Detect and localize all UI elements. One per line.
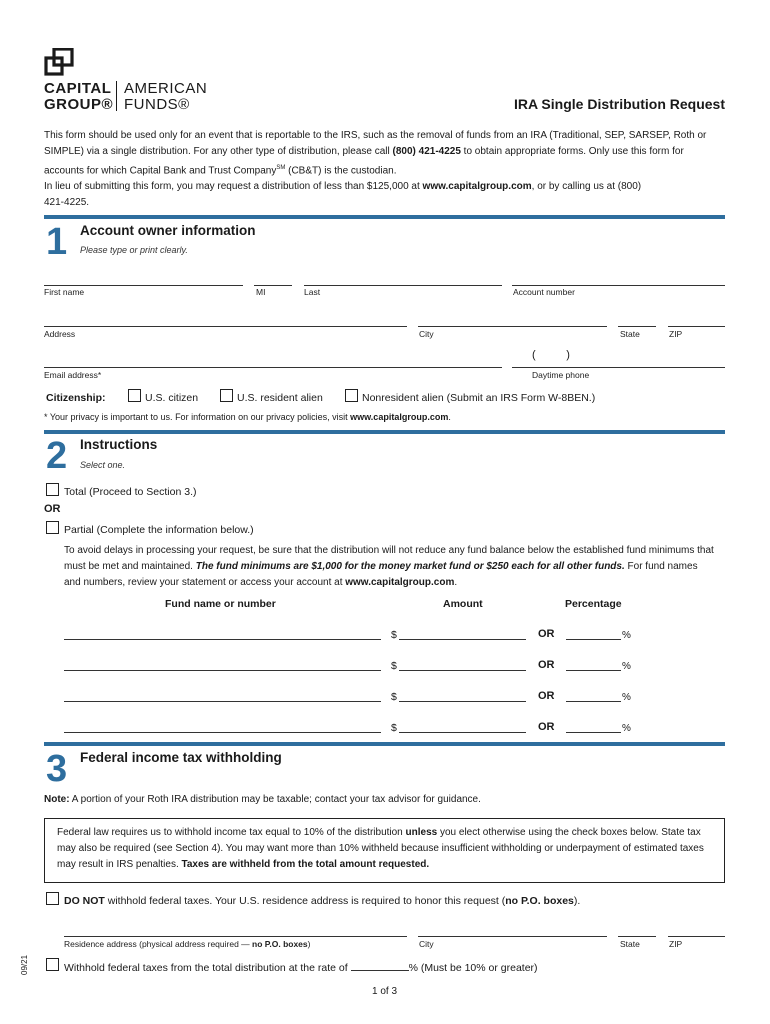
first-name-label: First name bbox=[44, 287, 85, 297]
col-amount-header: Amount bbox=[443, 598, 483, 610]
withhold-rate-checkbox[interactable] bbox=[46, 958, 59, 971]
zip-label: ZIP bbox=[669, 329, 683, 339]
box-unless: unless bbox=[405, 827, 438, 838]
percentage-field[interactable] bbox=[566, 639, 621, 640]
do-not-withhold-label bbox=[64, 895, 580, 907]
logo bbox=[44, 48, 214, 114]
note-label: Note: bbox=[44, 794, 70, 805]
section-3-title: Federal income tax withholding bbox=[80, 750, 282, 765]
fund-name-field[interactable] bbox=[64, 639, 381, 640]
withhold-rate-field[interactable] bbox=[351, 961, 409, 971]
fund-name-field[interactable] bbox=[64, 732, 381, 733]
service-mark: SM bbox=[276, 165, 286, 171]
res-text: ) bbox=[307, 939, 311, 949]
logo-group: GROUP® bbox=[44, 96, 114, 113]
intro-text: to obtain appropriate forms. Only use this form for accounts for which Capital Bank and Trust Company bbox=[44, 146, 684, 177]
or-label: OR bbox=[44, 503, 61, 515]
mi-label: MI bbox=[256, 287, 266, 297]
section-2-subtitle: Select one. bbox=[80, 460, 126, 470]
privacy-text: * Your privacy is important to us. For information on our privacy policies, visit bbox=[44, 412, 351, 422]
total-label: Total (Proceed to Section 3.) bbox=[64, 486, 197, 498]
section-1-bar bbox=[44, 215, 725, 219]
form-version-code: 09/21 bbox=[20, 954, 29, 975]
citizenship-label: Citizenship: bbox=[46, 392, 106, 404]
section-1-number: 1 bbox=[46, 221, 68, 263]
address-field[interactable] bbox=[44, 326, 407, 327]
fund-row bbox=[0, 659, 770, 673]
address-label: Address bbox=[44, 329, 76, 339]
fund-row bbox=[0, 690, 770, 704]
logo-funds: FUNDS® bbox=[124, 96, 190, 113]
do-not-po: no P.O. boxes bbox=[505, 895, 574, 907]
phone-area-code-parens: ( ) bbox=[532, 349, 570, 361]
intro-text: This form should be used only for an event that is reportable to the IRS, such as the removal of funds from an IRA (Traditional, SEP, SARSEP, Roth or SIMPLE) via a single distribution. For any other type of distribution, please call bbox=[44, 130, 707, 157]
us-resident-alien-label: U.S. resident alien bbox=[237, 392, 323, 404]
total-checkbox[interactable] bbox=[46, 483, 59, 496]
state-field[interactable] bbox=[618, 326, 656, 327]
privacy-note bbox=[44, 412, 451, 422]
note-text: To avoid delays in processing your request, be sure that the distribution will not reduce any fund balance below the established fund minimums that must be met and maintained. bbox=[64, 545, 714, 572]
percentage-field[interactable] bbox=[566, 732, 621, 733]
residence-zip-label: ZIP bbox=[669, 939, 683, 949]
withhold-text: % (Must be 10% or greater) bbox=[408, 962, 538, 974]
amount-field[interactable] bbox=[399, 670, 526, 671]
intro-text: , or by calling us at (800) 421-4225. bbox=[44, 181, 642, 208]
daytime-phone-field[interactable] bbox=[512, 367, 725, 368]
fund-name-field[interactable] bbox=[64, 670, 381, 671]
note-text: . bbox=[454, 577, 458, 588]
col-fund-header: Fund name or number bbox=[165, 598, 276, 610]
fund-row bbox=[0, 721, 770, 735]
residence-address-field[interactable] bbox=[64, 936, 407, 937]
withholding-info-box bbox=[44, 818, 725, 883]
account-number-label: Account number bbox=[513, 287, 575, 297]
section-2-bar bbox=[44, 430, 725, 434]
section-3-number: 3 bbox=[46, 748, 68, 790]
daytime-phone-label: Daytime phone bbox=[532, 370, 590, 380]
row-or-label: OR bbox=[538, 721, 555, 733]
note-text: A portion of your Roth IRA distribution may be taxable; contact your tax advisor for guidance. bbox=[69, 794, 481, 805]
us-resident-alien-checkbox[interactable] bbox=[220, 389, 233, 402]
us-citizen-label: U.S. citizen bbox=[145, 392, 199, 404]
section-2-number: 2 bbox=[46, 435, 68, 477]
privacy-link[interactable]: www.capitalgroup.com bbox=[350, 412, 449, 422]
dollar-sign: $ bbox=[391, 691, 397, 703]
do-not-bold: DO NOT bbox=[64, 895, 105, 907]
amount-field[interactable] bbox=[399, 701, 526, 702]
withholding-info-text bbox=[57, 825, 717, 873]
email-label: Email address* bbox=[44, 370, 102, 380]
section-1-title: Account owner information bbox=[80, 223, 256, 238]
logo-divider bbox=[116, 81, 117, 111]
roth-note bbox=[44, 794, 481, 805]
nonresident-alien-label: Nonresident alien (Submit an IRS Form W-8BEN.) bbox=[362, 392, 596, 404]
email-field[interactable] bbox=[44, 367, 502, 368]
logo-american: AMERICAN bbox=[124, 80, 208, 97]
last-name-field[interactable] bbox=[304, 285, 502, 286]
partial-label: Partial (Complete the information below.) bbox=[64, 524, 254, 536]
do-not-withhold-checkbox[interactable] bbox=[46, 892, 59, 905]
form-title: IRA Single Distribution Request bbox=[513, 96, 725, 112]
mi-field[interactable] bbox=[254, 285, 292, 286]
dollar-sign: $ bbox=[391, 660, 397, 672]
residence-state-label: State bbox=[620, 939, 640, 949]
city-field[interactable] bbox=[418, 326, 607, 327]
residence-city-label: City bbox=[419, 939, 434, 949]
res-bold: no P.O. boxes bbox=[252, 939, 308, 949]
capital-group-logo-icon bbox=[44, 48, 74, 76]
box-text: you elect otherwise using the check boxes below. State tax may also be required (see Section 4). You may want more than 10% withheld because insufficient withholding or underpayment of estimated taxes may result in IRS penalties. bbox=[57, 827, 704, 870]
first-name-field[interactable] bbox=[44, 285, 243, 286]
dollar-sign: $ bbox=[391, 629, 397, 641]
row-or-label: OR bbox=[538, 659, 555, 671]
residence-state-field[interactable] bbox=[618, 936, 656, 937]
residence-city-field[interactable] bbox=[418, 936, 607, 937]
residence-zip-field[interactable] bbox=[668, 936, 725, 937]
intro-phone: (800) 421-4225 bbox=[392, 146, 461, 157]
us-citizen-checkbox[interactable] bbox=[128, 389, 141, 402]
percentage-field[interactable] bbox=[566, 701, 621, 702]
note-bold: The fund minimums are $1,000 for the money market fund or $250 each for all other funds. bbox=[195, 561, 625, 572]
last-name-label: Last bbox=[304, 287, 321, 297]
percent-sign: % bbox=[622, 723, 631, 734]
amount-field[interactable] bbox=[399, 639, 526, 640]
section-2-title: Instructions bbox=[80, 437, 158, 452]
do-not-text: withhold federal taxes. Your U.S. residence address is required to honor this request ( bbox=[104, 895, 506, 907]
fund-minimums-note bbox=[64, 543, 714, 591]
intro-paragraph-2 bbox=[44, 179, 644, 211]
row-or-label: OR bbox=[538, 628, 555, 640]
col-percentage-header: Percentage bbox=[565, 598, 622, 610]
zip-field[interactable] bbox=[668, 326, 725, 327]
row-or-label: OR bbox=[538, 690, 555, 702]
privacy-text: . bbox=[448, 412, 451, 422]
do-not-end: ). bbox=[573, 895, 581, 907]
note-text: For fund names and numbers, review your statement or access your account at bbox=[64, 561, 698, 588]
intro-text: In lieu of submitting this form, you may request a distribution of less than $125,000 at bbox=[44, 181, 423, 192]
amount-field[interactable] bbox=[399, 732, 526, 733]
section-3-bar bbox=[44, 742, 725, 746]
withhold-text: Withhold federal taxes from the total distribution at the rate of bbox=[64, 962, 351, 974]
fund-row bbox=[0, 628, 770, 642]
percent-sign: % bbox=[622, 630, 631, 641]
website-link[interactable]: www.capitalgroup.com bbox=[422, 181, 532, 192]
withhold-rate-label bbox=[64, 961, 538, 974]
section-1-subtitle: Please type or print clearly. bbox=[80, 245, 188, 255]
res-text: Residence address (physical address required — bbox=[64, 939, 253, 949]
page-number: 1 of 3 bbox=[372, 986, 398, 997]
residence-address-label bbox=[64, 939, 310, 949]
fund-link[interactable]: www.capitalgroup.com bbox=[345, 577, 455, 588]
intro-paragraph-1 bbox=[44, 128, 724, 179]
percent-sign: % bbox=[622, 692, 631, 703]
nonresident-alien-checkbox[interactable] bbox=[345, 389, 358, 402]
partial-checkbox[interactable] bbox=[46, 521, 59, 534]
city-label: City bbox=[419, 329, 434, 339]
intro-text: (CB&T) is the custodian. bbox=[285, 165, 397, 177]
percent-sign: % bbox=[622, 661, 631, 672]
box-bold: Taxes are withheld from the total amount requested. bbox=[181, 859, 430, 870]
state-label: State bbox=[620, 329, 640, 339]
account-number-field[interactable] bbox=[512, 285, 725, 286]
percentage-field[interactable] bbox=[566, 670, 621, 671]
dollar-sign: $ bbox=[391, 722, 397, 734]
fund-name-field[interactable] bbox=[64, 701, 381, 702]
logo-capital: CAPITAL bbox=[44, 80, 112, 97]
box-text: Federal law requires us to withhold income tax equal to 10% of the distribution bbox=[57, 827, 406, 838]
